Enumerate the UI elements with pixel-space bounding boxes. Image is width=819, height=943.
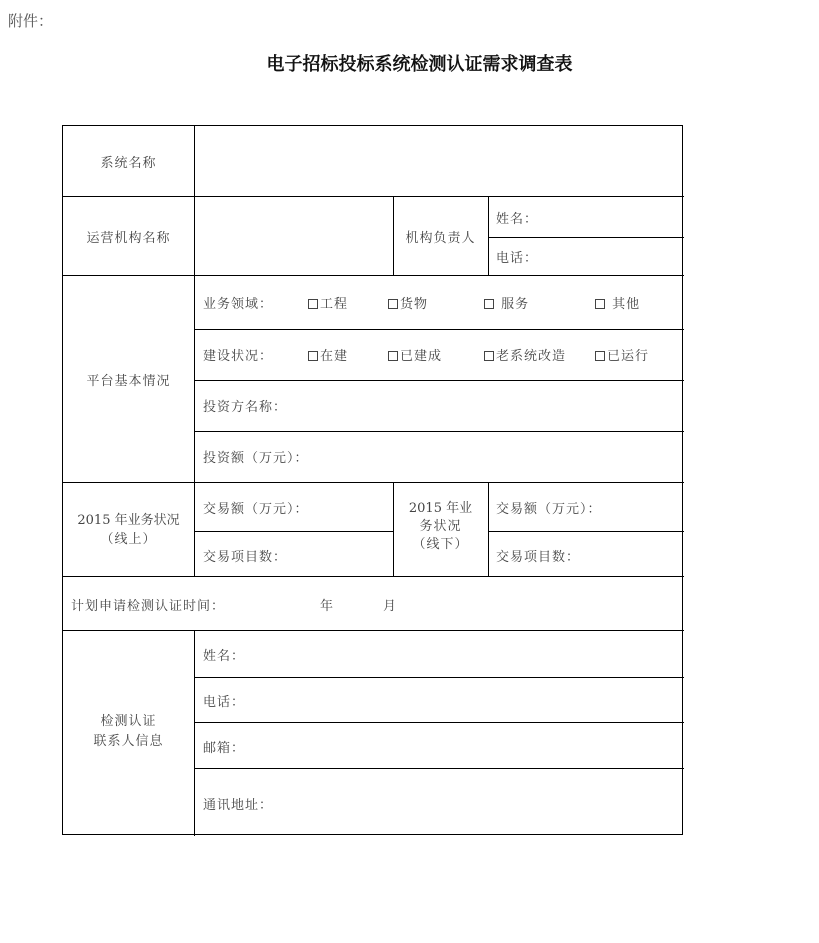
row-divider [63,576,684,577]
contact-info-label: 检测认证 联系人信息 [93,714,164,749]
investment-amount-field[interactable]: 投资额（万元）： [203,451,309,466]
month-label: 月 [383,599,398,614]
row-divider [488,237,684,238]
col-divider [488,196,489,275]
planned-time-label: 计划申请检测认证时间： [71,599,226,614]
row-divider [194,329,684,330]
contact-address-field[interactable]: 通讯地址： [203,798,274,813]
row-divider [194,380,684,381]
checkbox-icon [388,299,398,309]
col-divider [194,126,195,576]
investor-name-field[interactable]: 投资方名称： [203,400,288,415]
contact-email-field[interactable]: 邮箱： [203,741,246,756]
checkbox-goods[interactable]: 货物 [388,293,428,312]
operator-name-field[interactable] [203,227,383,245]
row-divider [63,630,684,631]
row-divider [63,196,684,197]
year-label: 年 [320,599,335,614]
checkbox-under-construction[interactable]: 在建 [308,345,348,364]
construction-status-label: 建设状况： [203,349,274,364]
checkbox-in-operation[interactable]: 已运行 [595,345,649,364]
row-divider [63,275,684,276]
checkbox-icon [388,351,398,361]
row-divider [194,722,684,723]
survey-form-table [62,125,683,835]
checkbox-icon [308,351,318,361]
operator-head-name-field[interactable]: 姓名： [496,212,539,227]
business-2015-online-label: 2015 年业务状况 （线上） [77,513,180,547]
row-divider [194,431,684,432]
page-title: 电子招标投标系统检测认证需求调查表 [266,54,573,75]
system-name-label: 系统名称 [100,156,157,171]
row-divider [194,768,684,769]
offline-projects-field[interactable]: 交易项目数： [496,550,581,565]
online-projects-field[interactable]: 交易项目数： [203,550,288,565]
attachment-label: 附件： [8,12,54,30]
checkbox-other[interactable]: 其他 [595,293,640,312]
row-divider [488,531,684,532]
col-divider [488,482,489,576]
checkbox-completed[interactable]: 已建成 [388,345,442,364]
online-amount-field[interactable]: 交易额（万元）： [203,502,309,517]
platform-info-label: 平台基本情况 [86,374,171,389]
checkbox-legacy-upgrade[interactable]: 老系统改造 [484,345,566,364]
operator-head-label: 机构负责人 [405,231,476,246]
checkbox-icon [484,351,494,361]
checkbox-services[interactable]: 服务 [484,293,529,312]
checkbox-icon [308,299,318,309]
checkbox-engineering[interactable]: 工程 [308,293,348,312]
system-name-field[interactable] [203,152,673,170]
checkbox-icon [595,351,605,361]
business-2015-offline-label: 2015 年业 务状况 （线下） [408,501,473,552]
row-divider [63,482,684,483]
operator-head-phone-field[interactable]: 电话： [496,251,539,266]
operator-name-label: 运营机构名称 [86,231,171,246]
business-field-label: 业务领域： [203,297,274,312]
col-divider [194,630,195,836]
checkbox-icon [595,299,605,309]
contact-phone-field[interactable]: 电话： [203,695,246,710]
row-divider [194,677,684,678]
contact-name-field[interactable]: 姓名： [203,649,246,664]
offline-amount-field[interactable]: 交易额（万元）： [496,502,602,517]
checkbox-icon [484,299,494,309]
row-divider [194,531,393,532]
